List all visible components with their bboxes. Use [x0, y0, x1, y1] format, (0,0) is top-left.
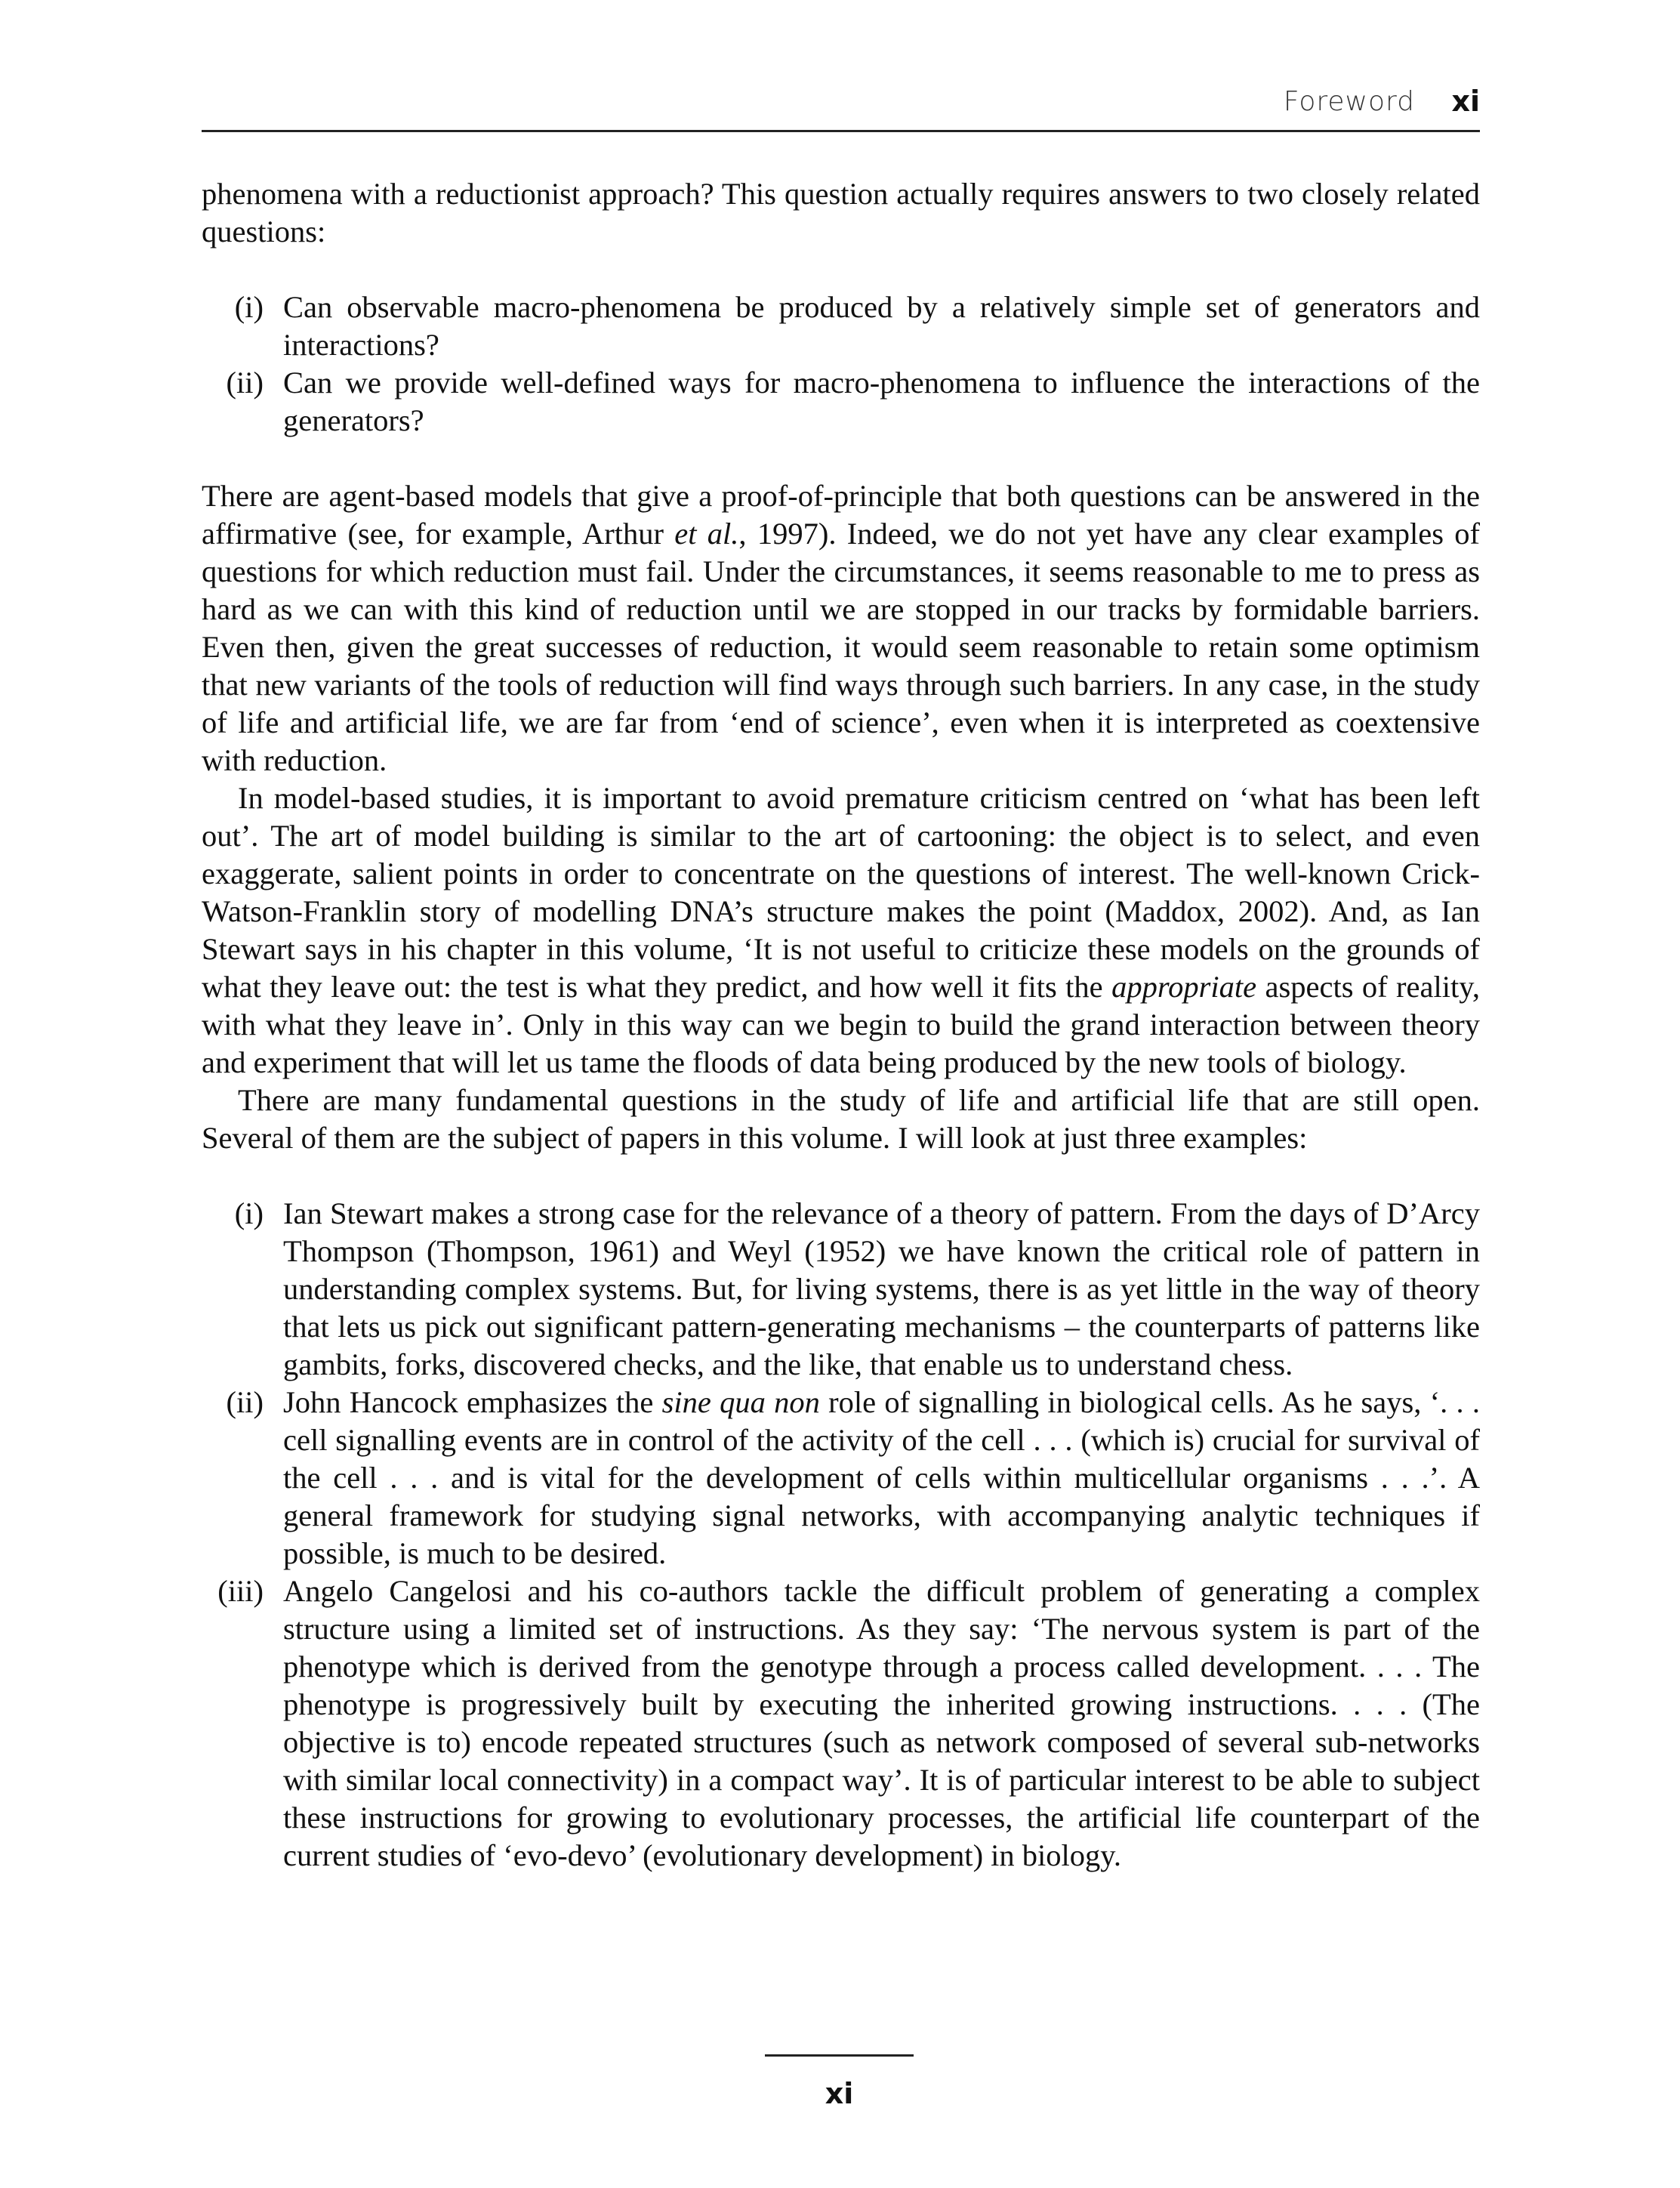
header-page-number: xi: [1451, 85, 1480, 118]
list-item-text: Can we provide well-defined ways for macro-phenomena to influence the interactions of the generators?: [283, 366, 1480, 437]
paragraph-3-text-b: aspects of reality, with what they leave in’. Only in this way can we begin to build the grand interaction between theory and experiment that will let us tame the floods of data being produced by the new tools of biology.: [202, 970, 1480, 1079]
list-item-number: (i): [234, 290, 264, 324]
list-item-emphasis: sine qua non: [661, 1385, 820, 1419]
paragraph-1: phenomena with a reductionist approach? This question actually requires answers to two closely related questions:: [202, 177, 1480, 248]
list-item-text-b: role of signalling in biological cells. As he says, ‘. . . cell signalling events are in control of the activity of the cell . . . (which is) crucial for survival of the cell . . . and is vital for the development of cells within multicellular organisms . . .’. A general framework for studying signal networks, with accompanying analytic techniques if possible, is much to be desired.: [283, 1385, 1480, 1570]
list-item: [202, 1572, 1480, 1875]
header-title: Foreword: [1283, 86, 1415, 117]
list-item-number: (ii): [226, 366, 264, 400]
paragraph-2-text-b: , 1997). Indeed, we do not yet have any clear examples of questions for which reduction must fail. Under the circumstances, it seems reasonable to me to press as hard as we can with this kind of reduction until we are stopped in our tracks by formidable barriers. Even then, given the great successes of reduction, it would seem reasonable to retain some optimism that new variants of the tools of reduction will find ways through such barriers. In any case, in the study of life and artificial life, we are far from ‘end of science’, even when it is interpreted as coextensive with reduction.: [202, 517, 1480, 777]
paragraph-4: There are many fundamental questions in the study of life and artificial life that are still open. Several of them are the subject of papers in this volume. I will look at just three examples:: [202, 1083, 1480, 1155]
list-item: [202, 289, 1480, 364]
list-item-text-a: John Hancock emphasizes the: [283, 1385, 662, 1419]
list-item-number: (i): [234, 1196, 264, 1230]
question-list: [202, 289, 1480, 440]
examples-list: [202, 1195, 1480, 1875]
list-item-text: Ian Stewart makes a strong case for the relevance of a theory of pattern. From the days of D’Arcy Thompson (Thompson, 1961) and Weyl (1952) we have known the critical role of pattern in understanding complex systems. But, for living systems, there is as yet little in the way of theory that lets us pick out significant pattern-generating mechanisms – the counterparts of patterns like gambits, forks, discovered checks, and the like, that enable us to understand chess.: [283, 1196, 1480, 1381]
list-item: [202, 1384, 1480, 1572]
footer-rule: [765, 2054, 914, 2057]
list-item: [202, 364, 1480, 440]
list-item: [202, 1195, 1480, 1384]
list-item-number: (ii): [226, 1385, 264, 1419]
paragraph-3-text-a: In model-based studies, it is important to avoid premature criticism centred on ‘what has been left out’. The art of model building is similar to the art of cartooning: the object is to select, and even exaggerate, salient points in order to concentrate on the questions of interest. The well-known Crick-Watson-Franklin story of modelling DNA’s structure makes the point (Maddox, 2002). And, as Ian Stewart says in his chapter in this volume, ‘It is not useful to criticize these models on the grounds of what they leave out: the test is what they predict, and how well it fits the: [202, 781, 1480, 1004]
footer-page-number: xi: [825, 2077, 854, 2110]
paragraph-2-text-a: There are agent-based models that give a proof-of-principle that both questions can be answered in the affirmative (see, for example, Arthur: [202, 479, 1480, 551]
list-item-text: Angelo Cangelosi and his co-authors tackle the difficult problem of generating a complex structure using a limited set of instructions. As they say: ‘The nervous system is part of the phenotype which is derived from the genotype through a process called development. . . . The phenotype is progressively built by executing the inherited growing instructions. . . . (The objective is to) encode repeated structures (such as network composed of several sub-networks with similar local connectivity) in a compact way’. It is of particular interest to be able to subject these instructions for growing to evolutionary processes, the artificial life counterpart of the current studies of ‘evo-devo’ (evolutionary development) in biology.: [283, 1574, 1480, 1872]
running-header: [202, 82, 1480, 132]
paragraph-3: [202, 779, 1480, 1082]
body-text: [202, 175, 1480, 1875]
list-item-number: (iii): [217, 1574, 264, 1608]
paragraph-2: [202, 477, 1480, 779]
list-item-text: Can observable macro-phenomena be produced by a relatively simple set of generators and interactions?: [283, 290, 1480, 362]
paragraph-2-emphasis: et al.: [674, 517, 739, 551]
paragraph-3-emphasis: appropriate: [1111, 970, 1257, 1004]
